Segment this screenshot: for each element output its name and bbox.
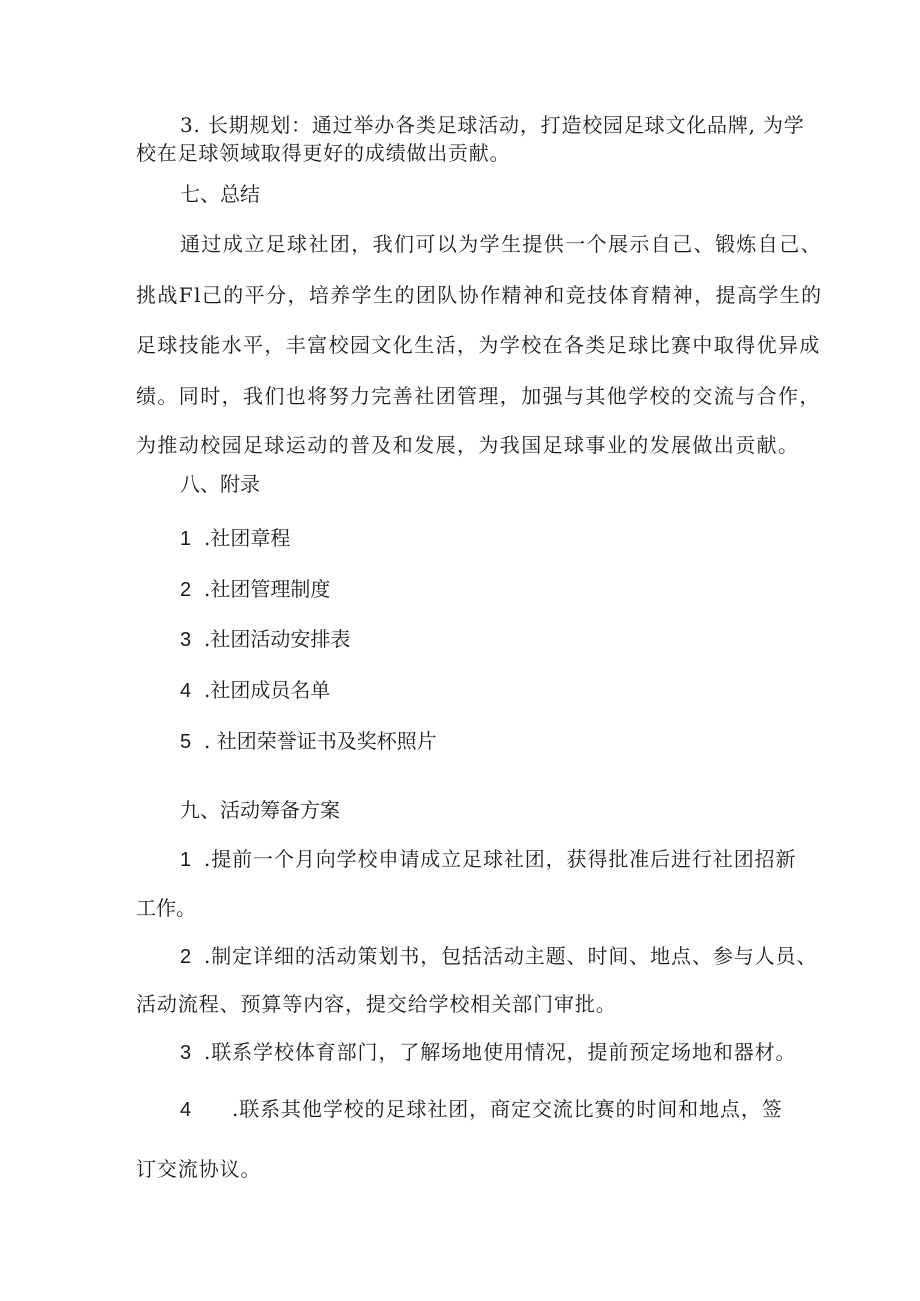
appendix-item-number: 5 [180, 731, 192, 753]
appendix-item [180, 575, 330, 604]
appendix-item [180, 727, 437, 756]
appendix-item-text: .社团成员名单 [204, 678, 331, 702]
prep-item-number: 4 [180, 1099, 193, 1121]
appendix-item-number: 1 [180, 528, 192, 550]
prep-item-continuation: 工作。 [136, 896, 196, 920]
prep-item-line [180, 1038, 796, 1067]
appendix-item-number: 2 [180, 579, 192, 601]
section7-paragraph-line: 绩。同时，我们也将努力完善社团管理，加强与其他学校的交流与合作， [136, 384, 821, 408]
section6-item3-line1: 3. 长期规划：通过举办各类足球活动，打造校园足球文化品牌, 为学 [180, 113, 805, 137]
prep-item-line [180, 942, 817, 971]
section8-heading: 八、附录 [180, 472, 260, 496]
prep-item-text: .制定详细的活动策划书，包括活动主题、时间、地点、参与人员、 [204, 944, 818, 968]
section7-paragraph-line: 挑战Fl己的平分，培养学生的团队协作精神和竞技体育精神，提高学生的 [136, 283, 823, 307]
appendix-item-text: .社团活动安排表 [204, 627, 351, 651]
section9-heading: 九、活动筹备方案 [180, 798, 340, 822]
prep-item-continuation: 订交流协议。 [136, 1157, 262, 1181]
section7-paragraph-line: 足球技能水平，丰富校园文化生活，为学校在各类足球比赛中取得优异成 [136, 333, 821, 357]
appendix-item [180, 625, 350, 654]
prep-item-number: 2 [180, 946, 193, 968]
appendix-item-text: . 社团荣誉证书及奖杯照片 [204, 729, 437, 753]
appendix-item-number: 4 [180, 680, 192, 702]
prep-item-text: .联系学校体育部门，了解场地使用情况，提前预定场地和器材。 [204, 1040, 797, 1064]
prep-item-line [180, 845, 796, 874]
section7-paragraph-line: 为推动校园足球运动的普及和发展，为我国足球事业的发展做出贡献。 [136, 433, 800, 457]
prep-item-continuation: 活动流程、预算等内容，提交给学校相关部门审批。 [136, 992, 617, 1016]
section7-heading: 七、总结 [180, 182, 260, 206]
appendix-item-number: 3 [180, 629, 192, 651]
appendix-item [180, 524, 290, 553]
appendix-item-text: .社团章程 [204, 526, 291, 550]
prep-item-text: .联系其他学校的足球社团，商定交流比赛的时间和地点，签 [232, 1097, 783, 1121]
prep-item-number: 1 [180, 849, 193, 871]
prep-item-text: .提前一个月向学校申请成立足球社团，获得批准后进行社团招新 [204, 847, 797, 871]
appendix-item [180, 676, 330, 705]
section7-paragraph-line: 通过成立足球社团，我们可以为学生提供一个展示自己、锻炼自己、 [180, 232, 822, 256]
prep-item-number: 3 [180, 1042, 193, 1064]
prep-item-line [180, 1095, 783, 1124]
appendix-item-text: .社团管理制度 [204, 577, 331, 601]
section6-item3-line2: 校在足球领域取得更好的成绩做出贡献。 [136, 141, 511, 165]
